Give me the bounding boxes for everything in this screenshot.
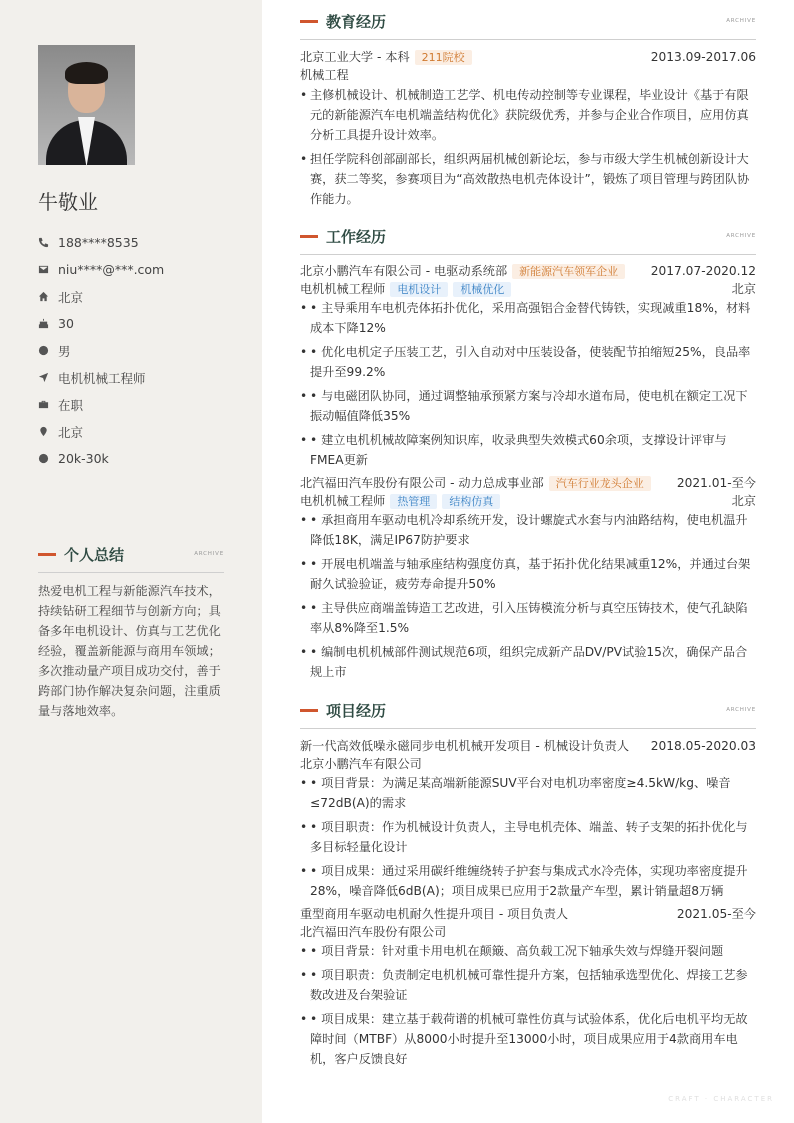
- section-accent-bar: [300, 235, 318, 238]
- contact-status: [38, 391, 164, 418]
- contact-email: [38, 256, 164, 283]
- position-text: 电机机械工程师: [58, 370, 146, 386]
- projects-tag: ARCHIVE: [726, 707, 756, 713]
- projects-title: 项目经历: [326, 702, 387, 720]
- job-role: 电机机械工程师: [300, 494, 386, 508]
- contact-list: [38, 229, 164, 472]
- project-dates: 2018.05-2020.03: [650, 739, 756, 753]
- contact-home: [38, 283, 164, 310]
- home-text: 北京: [58, 289, 84, 305]
- home-icon: [38, 291, 50, 303]
- list-item: • • 项目成果：通过采用碳纤维缠绕转子护套与集成式水冷壳体，实现功率密度提升28%，噪音降低6dB(A)；项目成果已应用于2款量产车型，累计销量超8万辆: [300, 864, 748, 898]
- job-company-row: [300, 263, 756, 279]
- phone-text: 188****8535: [58, 235, 139, 250]
- phone-icon: [38, 237, 50, 249]
- education-major: 机械工程: [300, 68, 349, 82]
- list-item: • • 项目成果：建立基于载荷谱的机械可靠性仿真与试验体系，优化后电机平均无故障时间（MTBF）从8000小时提升至13000小时，项目成果应用于4款商用车电机，客户反馈良好: [300, 1012, 748, 1066]
- contact-age: [38, 310, 164, 337]
- project-org: 北汽福田汽车股份有限公司: [300, 925, 447, 939]
- summary-header: [38, 544, 224, 573]
- education-header: [300, 11, 756, 40]
- project-org: 北京小鹏汽车有限公司: [300, 757, 422, 771]
- cake-icon: [38, 318, 50, 330]
- project-name: 重型商用车驱动电机耐久性提升项目 - 项目负责人: [300, 907, 569, 921]
- job-location: 北京: [731, 494, 756, 508]
- gender-text: 男: [58, 343, 71, 359]
- education-badge: 211院校: [415, 50, 472, 65]
- job-badge: 新能源汽车领军企业: [512, 264, 625, 279]
- job-role: 电机机械工程师: [300, 282, 386, 296]
- list-item: • 主修机械设计、机械制造工艺学、机电传动控制等专业课程，毕业设计《基于有限元的新能源汽车电机端盖结构优化》获院级优秀，并参与企业合作项目，应用仿真分析工具提升设计效率。: [300, 88, 749, 142]
- salary-text: 20k-30k: [58, 451, 109, 466]
- age-text: 30: [58, 316, 74, 331]
- education-title: 教育经历: [326, 13, 387, 31]
- job-role-row: [300, 281, 756, 297]
- gender-icon: [38, 345, 50, 357]
- job-location: 北京: [731, 282, 756, 296]
- list-item: • 担任学院科创部副部长，组织两届机械创新论坛，参与市级大学生机械创新设计大赛，获二等奖，参赛项目为“高效散热电机壳体设计”，锻炼了项目管理与跨团队协作能力。: [300, 152, 750, 206]
- project-name-row: [300, 738, 756, 754]
- list-item: • • 建立电机机械故障案例知识库，收录典型失效模式60余项，支撑设计评审与FMEA更新: [300, 433, 727, 467]
- section-accent-bar: [38, 553, 56, 556]
- project-name-row: [300, 906, 756, 922]
- project-name: 新一代高效低噪永磁同步电机机械开发项目 - 机械设计负责人: [300, 739, 630, 753]
- job-company: 北京小鹏汽车有限公司 - 电驱动系统部: [300, 264, 508, 278]
- education-school-row: [300, 49, 756, 65]
- job-company: 北汽福田汽车股份有限公司 - 动力总成事业部: [300, 476, 544, 490]
- list-item: • • 项目背景：针对重卡用电机在颠簸、高负载工况下轴承失效与焊缝开裂问题: [300, 944, 724, 958]
- job-badge: 汽车行业龙头企业: [549, 476, 651, 491]
- projects-header: [300, 700, 756, 729]
- skill-tag: 电机设计: [390, 282, 448, 297]
- skill-tag: 机械优化: [453, 282, 511, 297]
- briefcase-icon: [38, 399, 50, 411]
- job-dates: 2017.07-2020.12: [650, 264, 756, 278]
- section-accent-bar: [300, 20, 318, 23]
- education-school: 北京工业大学 - 本科: [300, 50, 410, 64]
- summary-tag: ARCHIVE: [194, 551, 224, 557]
- list-item: • • 主导供应商端盖铸造工艺改进，引入压铸模流分析与真空压铸技术，使气孔缺陷率从8%降至1.5%: [300, 601, 748, 635]
- education-tag: ARCHIVE: [726, 18, 756, 24]
- contact-salary: [38, 445, 164, 472]
- contact-phone: [38, 229, 164, 256]
- list-item: • • 承担商用车驱动电机冷却系统开发，设计螺旋式水套与内油路结构，使电机温升降低18K，满足IP67防护要求: [300, 513, 748, 547]
- list-item: • • 编制电机机械部件测试规范6项，组织完成新产品DV/PV试验15次，确保产品合规上市: [300, 645, 748, 679]
- list-item: • • 主导乘用车电机壳体拓扑优化，采用高强铝合金替代铸铁，实现减重18%，材料成本下降12%: [300, 301, 751, 335]
- summary-text: 热爱电机工程与新能源汽车技术，持续钻研工程细节与创新方向；具备多年电机设计、仿真与工艺优化经验，覆盖新能源与商用车领域；多次推动量产项目成功交付，善于跨部门协作解决复杂问题，注重质量与落地效率。: [38, 584, 221, 718]
- job-role-row: [300, 493, 756, 509]
- salary-icon: [38, 453, 50, 465]
- work-tag: ARCHIVE: [726, 233, 756, 239]
- skill-tag: 热管理: [390, 494, 437, 509]
- sidebar: [0, 0, 262, 1123]
- mail-icon: [38, 264, 50, 276]
- education-dates: 2013.09-2017.06: [650, 50, 756, 64]
- list-item: • • 项目职责：作为机械设计负责人，主导电机壳体、端盖、转子支架的拓扑优化与多目标轻量化设计: [300, 820, 748, 854]
- summary-title: 个人总结: [64, 546, 125, 564]
- job-company-row: [300, 475, 756, 491]
- project-dates: 2021.05-至今: [676, 907, 756, 921]
- email-text: niu****@***.com: [58, 262, 165, 277]
- list-item: • • 与电磁团队协同，通过调整轴承预紧方案与冷却水道布局，使电机在额定工况下振动幅值降低35%: [300, 389, 748, 423]
- contact-gender: [38, 337, 164, 364]
- work-title: 工作经历: [326, 228, 387, 246]
- location-pin-icon: [38, 426, 50, 438]
- list-item: • • 开展电机端盖与轴承座结构强度仿真，基于拓扑优化结果减重12%，并通过台架耐久试验验证，疲劳寿命提升50%: [300, 557, 751, 591]
- profile-photo: [38, 45, 135, 165]
- work-header: [300, 226, 756, 255]
- list-item: • • 项目职责：负责制定电机机械可靠性提升方案，包括轴承选型优化、焊接工艺参数改进及台架验证: [300, 968, 748, 1002]
- send-icon: [38, 372, 50, 384]
- contact-position: [38, 364, 164, 391]
- contact-location: [38, 418, 164, 445]
- list-item: • • 优化电机定子压装工艺，引入自动对中压装设备，使装配节拍缩短25%，良品率提升至99.2%: [300, 345, 751, 379]
- candidate-name: 牛敬业: [38, 190, 98, 214]
- list-item: • • 项目背景：为满足某高端新能源SUV平台对电机功率密度≥4.5kW/kg、噪音≤72dB(A)的需求: [300, 776, 731, 810]
- skill-tag: 结构仿真: [442, 494, 500, 509]
- footer-watermark: CRAFT · CHARACTER: [668, 1095, 774, 1103]
- status-text: 在职: [58, 397, 84, 413]
- job-dates: 2021.01-至今: [676, 476, 756, 490]
- location-text: 北京: [58, 424, 84, 440]
- section-accent-bar: [300, 709, 318, 712]
